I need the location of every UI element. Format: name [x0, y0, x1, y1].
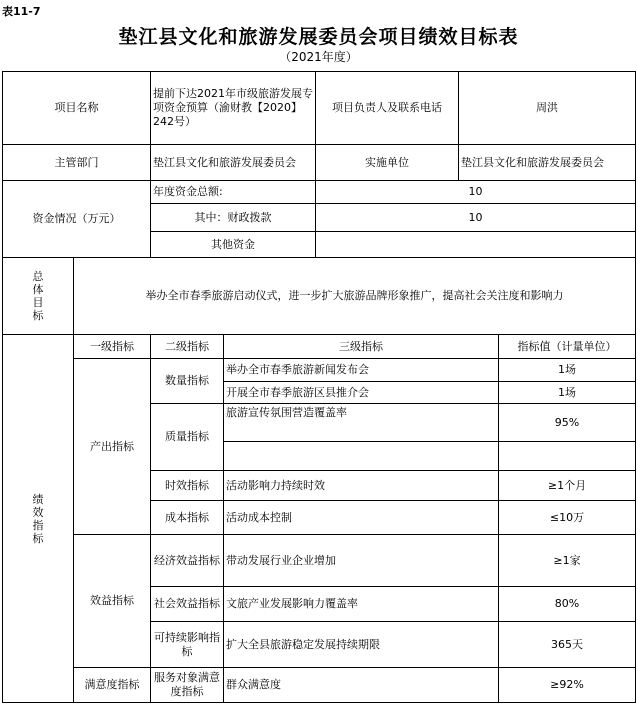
economic-indicator-label: 经济效益指标 — [151, 535, 224, 587]
indicator-value — [499, 442, 636, 471]
project-name-label: 项目名称 — [3, 72, 151, 145]
header-level3: 三级指标 — [224, 335, 499, 359]
indicator-value: ≥1家 — [499, 535, 636, 587]
page-title: 垫江县文化和旅游发展委员会项目绩效目标表 — [118, 26, 519, 48]
indicator-value: 95% — [499, 404, 636, 442]
fund-other-value — [316, 232, 636, 258]
indicator-value: 1场 — [499, 382, 636, 404]
performance-label — [3, 335, 74, 703]
header-level1: 一级指标 — [74, 335, 151, 359]
indicator-value: ≥1个月 — [499, 471, 636, 501]
indicator-name: 带动发展行业企业增加 — [224, 535, 499, 587]
project-owner-label: 项目负责人及联系电话 — [316, 72, 459, 145]
table-row — [3, 359, 636, 382]
indicator-value: 365天 — [499, 622, 636, 668]
quality-indicator-label: 质量指标 — [151, 404, 224, 471]
funds-label: 资金情况（万元） — [3, 181, 151, 258]
indicator-name: 开展全市春季旅游区县推介会 — [224, 382, 499, 404]
service-satisfaction-label: 服务对象满意度指标 — [151, 668, 224, 703]
satisfaction-indicator-label: 满意度指标 — [74, 668, 151, 703]
table-row — [3, 535, 636, 587]
indicator-value: 80% — [499, 587, 636, 622]
project-owner-value: 周洪 — [459, 72, 636, 145]
row-department — [3, 145, 636, 181]
goal-table — [2, 71, 636, 703]
indicator-name: 举办全市春季旅游新闻发布会 — [224, 359, 499, 382]
indicator-name: 群众满意度 — [224, 668, 499, 703]
row-indicator-headers — [3, 335, 636, 359]
indicator-name: 旅游宣传氛围营造覆盖率 — [224, 404, 499, 442]
sustainability-indicator-label: 可持续影响指标 — [151, 622, 224, 668]
fund-total-label: 年度资金总额: — [151, 181, 316, 204]
indicator-name — [224, 442, 499, 471]
indicator-value: ≥92% — [499, 668, 636, 703]
fund-fiscal-label: 其中：财政拨款 — [151, 204, 316, 232]
quantity-indicator-label: 数量指标 — [151, 359, 224, 404]
row-fund-total — [3, 181, 636, 204]
header-value: 指标值（计量单位） — [499, 335, 636, 359]
overall-goal-label-text: 总体目标 — [32, 270, 44, 322]
dept-label: 主管部门 — [3, 145, 151, 181]
indicator-name: 活动影响力持续时效 — [224, 471, 499, 501]
indicator-value: ≤10万 — [499, 501, 636, 535]
indicator-name: 文旅产业发展影响力覆盖率 — [224, 587, 499, 622]
timeliness-indicator-label: 时效指标 — [151, 471, 224, 501]
overall-goal-text: 举办全市春季旅游启动仪式，进一步扩大旅游品牌形象推广，提高社会关注度和影响力 — [74, 258, 636, 335]
impl-value: 垫江县文化和旅游发展委员会 — [459, 145, 636, 181]
performance-label-text: 绩效指标 — [32, 492, 44, 545]
fund-other-label: 其他资金 — [151, 232, 316, 258]
dept-value: 垫江县文化和旅游发展委员会 — [151, 145, 316, 181]
cost-indicator-label: 成本指标 — [151, 501, 224, 535]
indicator-value: 1场 — [499, 359, 636, 382]
row-project-name — [3, 72, 636, 145]
table-code: 表11-7 — [2, 5, 41, 18]
project-name-value: 提前下达2021年市级旅游发展专项资金预算（渝财教【2020】242号） — [151, 72, 316, 145]
social-indicator-label: 社会效益指标 — [151, 587, 224, 622]
row-overall-goal — [3, 258, 636, 335]
indicator-name: 扩大全县旅游稳定发展持续期限 — [224, 622, 499, 668]
table-row — [3, 668, 636, 703]
overall-goal-label — [3, 258, 74, 335]
fund-total-value: 10 — [316, 181, 636, 204]
indicator-name: 活动成本控制 — [224, 501, 499, 535]
year-subtitle: （2021年度） — [279, 50, 358, 64]
fund-fiscal-value: 10 — [316, 204, 636, 232]
header-level2: 二级指标 — [151, 335, 224, 359]
output-indicator-label: 产出指标 — [74, 359, 151, 535]
benefit-indicator-label: 效益指标 — [74, 535, 151, 668]
impl-label: 实施单位 — [316, 145, 459, 181]
